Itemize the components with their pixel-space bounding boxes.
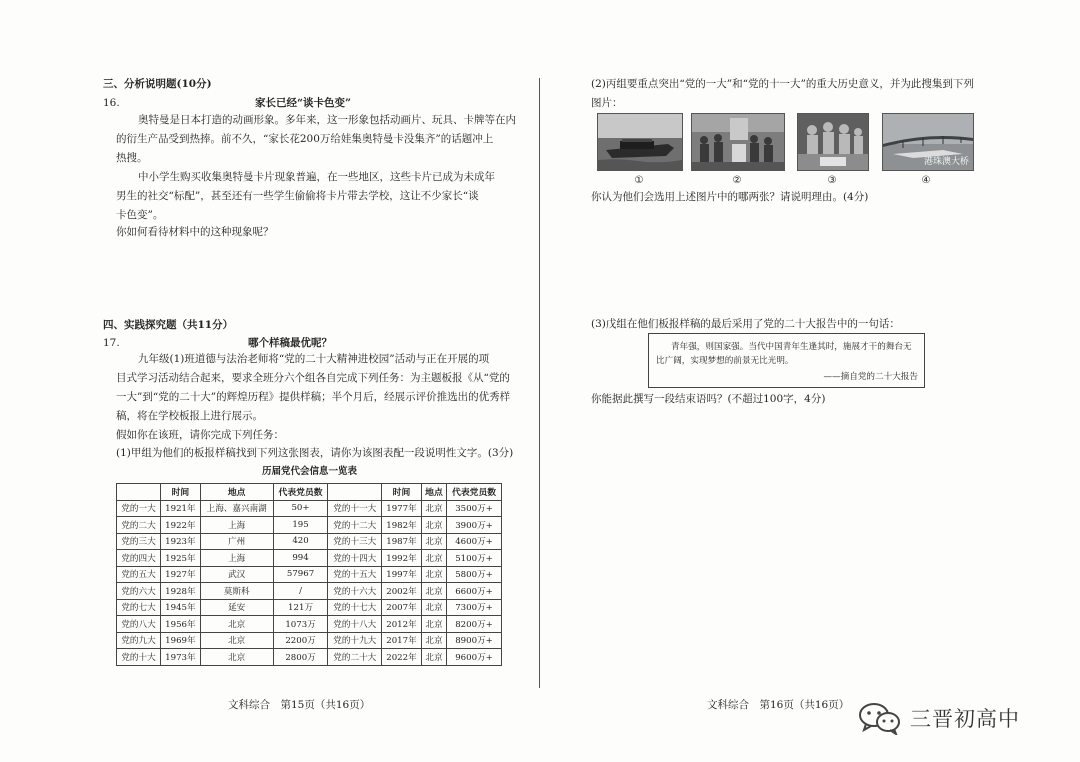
photo-4-caption: 港珠澳大桥 bbox=[923, 157, 969, 167]
table-cell: 党的五大 bbox=[117, 566, 161, 583]
right-footer: 文科综合 第16页（共16页） bbox=[707, 699, 850, 711]
table-row bbox=[117, 550, 502, 567]
q16-line: 中小学生购买收集奥特曼卡片现象普遍，在一些地区，这些卡片已成为未成年 bbox=[138, 171, 495, 183]
table-cell: 北京 bbox=[421, 517, 446, 534]
table-cell: 420 bbox=[273, 533, 328, 550]
table-cell: 北京 bbox=[421, 632, 446, 649]
table-cell: 党的十七大 bbox=[328, 599, 382, 616]
table-cell: 北京 bbox=[200, 616, 273, 633]
table-cell: 2007年 bbox=[382, 599, 422, 616]
photo-label-3: ③ bbox=[827, 175, 837, 186]
table-cell: 1925年 bbox=[161, 550, 201, 567]
q17-line: 稿，将在学校板报上进行展示。 bbox=[116, 410, 263, 422]
table-cell: 党的六大 bbox=[117, 583, 161, 600]
table-cell: 莫斯科 bbox=[200, 583, 273, 600]
table-row bbox=[117, 599, 502, 616]
table-row bbox=[117, 632, 502, 649]
table-cell: 1987年 bbox=[382, 533, 422, 550]
table-cell: 上海 bbox=[200, 517, 273, 534]
table-cell: 3900万+ bbox=[447, 517, 502, 534]
table-cell: 党的九大 bbox=[117, 632, 161, 649]
table-cell: 57967 bbox=[273, 566, 328, 583]
table-cell: 8900万+ bbox=[447, 632, 502, 649]
table-cell: 党的十大 bbox=[117, 649, 161, 666]
table-cell: 1982年 bbox=[382, 517, 422, 534]
left-footer: 文科综合 第15页（共16页） bbox=[228, 699, 371, 711]
table-cell: 5800万+ bbox=[447, 566, 502, 583]
q17-task-2-question: 你认为他们会选用上述图片中的哪两张？请说明理由。(4分) bbox=[591, 191, 869, 203]
q16-line: 奥特曼是日本打造的动画形象。多年来，这一形象包括动画片、玩具、卡牌等在内 bbox=[138, 114, 516, 126]
table-cell: 1922年 bbox=[161, 517, 201, 534]
table-cell: 1921年 bbox=[161, 500, 201, 517]
table-cell: 北京 bbox=[421, 500, 446, 517]
table-cell: 3500万+ bbox=[447, 500, 502, 517]
table-cell: 党的八大 bbox=[117, 616, 161, 633]
q17-line: 目式学习活动结合起来，要求全班分六个组各自完成下列任务：为主题板报《从“党的 bbox=[116, 372, 510, 384]
watermark bbox=[858, 701, 1020, 735]
table-cell: 上海、嘉兴南湖 bbox=[200, 500, 273, 517]
table-row bbox=[117, 500, 502, 517]
table-cell: 8200万+ bbox=[447, 616, 502, 633]
section-4-title: 四、实践探究题（共11分） bbox=[103, 319, 234, 331]
table-cell: 党的三大 bbox=[117, 533, 161, 550]
table-cell: 1928年 bbox=[161, 583, 201, 600]
table-cell: 党的十一大 bbox=[328, 500, 382, 517]
table-cell: 2017年 bbox=[382, 632, 422, 649]
q17-number: 17. bbox=[103, 337, 120, 349]
quote-source: ——摘自党的二十大报告 bbox=[823, 372, 918, 382]
table-cell: 1969年 bbox=[161, 632, 201, 649]
table-row bbox=[117, 583, 502, 600]
table-cell: 党的十五大 bbox=[328, 566, 382, 583]
congress-table bbox=[116, 483, 502, 666]
table-header bbox=[328, 484, 382, 501]
photo-sculpture bbox=[797, 113, 869, 171]
q17-instruction: 假如你在该班，请你完成下列任务： bbox=[116, 429, 284, 441]
q17-task-1: (1)甲组为他们的板报样稿找到下列这张图表，请你为该图表配一段说明性文字。(3分) bbox=[116, 447, 514, 459]
table-cell: 1977年 bbox=[382, 500, 422, 517]
table-cell: 广州 bbox=[200, 533, 273, 550]
table-cell: 北京 bbox=[200, 632, 273, 649]
photo-red-boat bbox=[597, 113, 683, 171]
table-cell: 党的二十大 bbox=[328, 649, 382, 666]
table-header: 时间 bbox=[382, 484, 422, 501]
table-cell: 4600万+ bbox=[447, 533, 502, 550]
quote-box bbox=[648, 333, 925, 388]
table-cell: 7300万+ bbox=[447, 599, 502, 616]
table-cell: 9600万+ bbox=[447, 649, 502, 666]
photo-label-2: ② bbox=[732, 175, 742, 186]
table-row bbox=[117, 566, 502, 583]
q17-title: 哪个样稿最优呢？ bbox=[248, 337, 332, 349]
table-cell: 延安 bbox=[200, 599, 273, 616]
photo-label-1: ① bbox=[634, 175, 644, 186]
table-cell: 1956年 bbox=[161, 616, 201, 633]
table-row bbox=[117, 533, 502, 550]
q16-material bbox=[116, 111, 516, 225]
q16-line: 热搜。 bbox=[116, 152, 148, 164]
table-cell: 北京 bbox=[421, 566, 446, 583]
table-cell: 北京 bbox=[421, 649, 446, 666]
table-cell: 党的十六大 bbox=[328, 583, 382, 600]
table-cell: 2022年 bbox=[382, 649, 422, 666]
section-3-title: 三、分析说明题(10分) bbox=[103, 78, 212, 90]
table-cell: 1973年 bbox=[161, 649, 201, 666]
table-cell: 北京 bbox=[421, 599, 446, 616]
photo-label-4: ④ bbox=[921, 175, 931, 186]
table-cell: 党的一大 bbox=[117, 500, 161, 517]
wechat-icon bbox=[858, 701, 902, 735]
table-cell: 党的十三大 bbox=[328, 533, 382, 550]
table-cell: / bbox=[273, 583, 328, 600]
table-header: 时间 bbox=[161, 484, 201, 501]
table-cell: 党的二大 bbox=[117, 517, 161, 534]
table-row bbox=[117, 649, 502, 666]
table-header bbox=[117, 484, 161, 501]
table-cell: 2002年 bbox=[382, 583, 422, 600]
table-cell: 北京 bbox=[421, 616, 446, 633]
table-cell: 2800万 bbox=[273, 649, 328, 666]
quote-line-1: 青年强，则国家强。当代中国青年生逢其时，施展才干的舞台无 bbox=[671, 342, 912, 352]
table-cell: 北京 bbox=[200, 649, 273, 666]
table-cell: 党的十八大 bbox=[328, 616, 382, 633]
table-cell: 1923年 bbox=[161, 533, 201, 550]
table-cell: 武汉 bbox=[200, 566, 273, 583]
table-cell: 党的十九大 bbox=[328, 632, 382, 649]
q17-task-2-line-2: 图片： bbox=[591, 97, 623, 109]
table-cell: 1992年 bbox=[382, 550, 422, 567]
table-cell: 北京 bbox=[421, 533, 446, 550]
photo-congress-painting bbox=[691, 113, 785, 171]
table-header: 代表党员数 bbox=[447, 484, 502, 501]
table-cell: 2012年 bbox=[382, 616, 422, 633]
table-cell: 195 bbox=[273, 517, 328, 534]
quote-line-2: 比广阔，实现梦想的前景无比光明。 bbox=[656, 356, 794, 366]
table-cell: 994 bbox=[273, 550, 328, 567]
q16-title: 家长已经“谈卡色变” bbox=[255, 97, 352, 109]
table-row bbox=[117, 517, 502, 534]
table-cell: 1927年 bbox=[161, 566, 201, 583]
table-cell: 党的七大 bbox=[117, 599, 161, 616]
table-cell: 2200万 bbox=[273, 632, 328, 649]
table-header: 代表党员数 bbox=[273, 484, 328, 501]
page-divider bbox=[539, 78, 540, 688]
table-cell: 上海 bbox=[200, 550, 273, 567]
q17-line: 一大”到“党的二十大”的辉煌历程》提供样稿；半个月后，经展示评价推选出的优秀样 bbox=[116, 391, 511, 403]
q16-line: 男生的社交“标配”，甚至还有一些学生偷偷将卡片带去学校，这让不少家长“谈 bbox=[116, 190, 479, 202]
q17-task-3-question: 你能据此撰写一段结束语吗？(不超过100字，4分) bbox=[591, 393, 826, 405]
table-cell: 党的十二大 bbox=[328, 517, 382, 534]
table-cell: 1945年 bbox=[161, 599, 201, 616]
table-cell: 北京 bbox=[421, 550, 446, 567]
q17-line: 九年级(1)班道德与法治老师将“党的二十大精神进校园”活动与正在开展的项 bbox=[138, 353, 490, 365]
table-body bbox=[117, 500, 502, 665]
q17-material bbox=[116, 350, 511, 426]
q16-question: 你如何看待材料中的这种现象呢？ bbox=[116, 226, 274, 238]
photo-bridge bbox=[882, 113, 974, 171]
table-header: 地点 bbox=[200, 484, 273, 501]
q16-line: 卡色变”。 bbox=[116, 209, 164, 221]
table-title: 历届党代会信息一览表 bbox=[262, 466, 358, 477]
q17-task-3: (3)戊组在他们板报样稿的最后采用了党的二十大报告中的一句话： bbox=[591, 318, 900, 330]
table-cell: 北京 bbox=[421, 583, 446, 600]
table-row bbox=[117, 616, 502, 633]
table-cell: 50+ bbox=[273, 500, 328, 517]
q16-line: 的衍生产品受到热捧。前不久，“家长花200万给娃集奥特曼卡没集齐”的话题冲上 bbox=[116, 133, 494, 145]
table-cell: 党的四大 bbox=[117, 550, 161, 567]
table-header: 地点 bbox=[421, 484, 446, 501]
table-cell: 1997年 bbox=[382, 566, 422, 583]
q17-task-2-line-1: (2)丙组要重点突出“党的一大”和“党的十一大”的重大历史意义，并为此搜集到下列 bbox=[591, 78, 974, 90]
q16-number: 16. bbox=[103, 97, 120, 109]
table-cell: 1073万 bbox=[273, 616, 328, 633]
table-cell: 6600万+ bbox=[447, 583, 502, 600]
table-cell: 5100万+ bbox=[447, 550, 502, 567]
table-cell: 121万 bbox=[273, 599, 328, 616]
table-cell: 党的十四大 bbox=[328, 550, 382, 567]
watermark-text: 三晋初高中 bbox=[910, 707, 1020, 731]
table-header-row bbox=[117, 484, 502, 501]
